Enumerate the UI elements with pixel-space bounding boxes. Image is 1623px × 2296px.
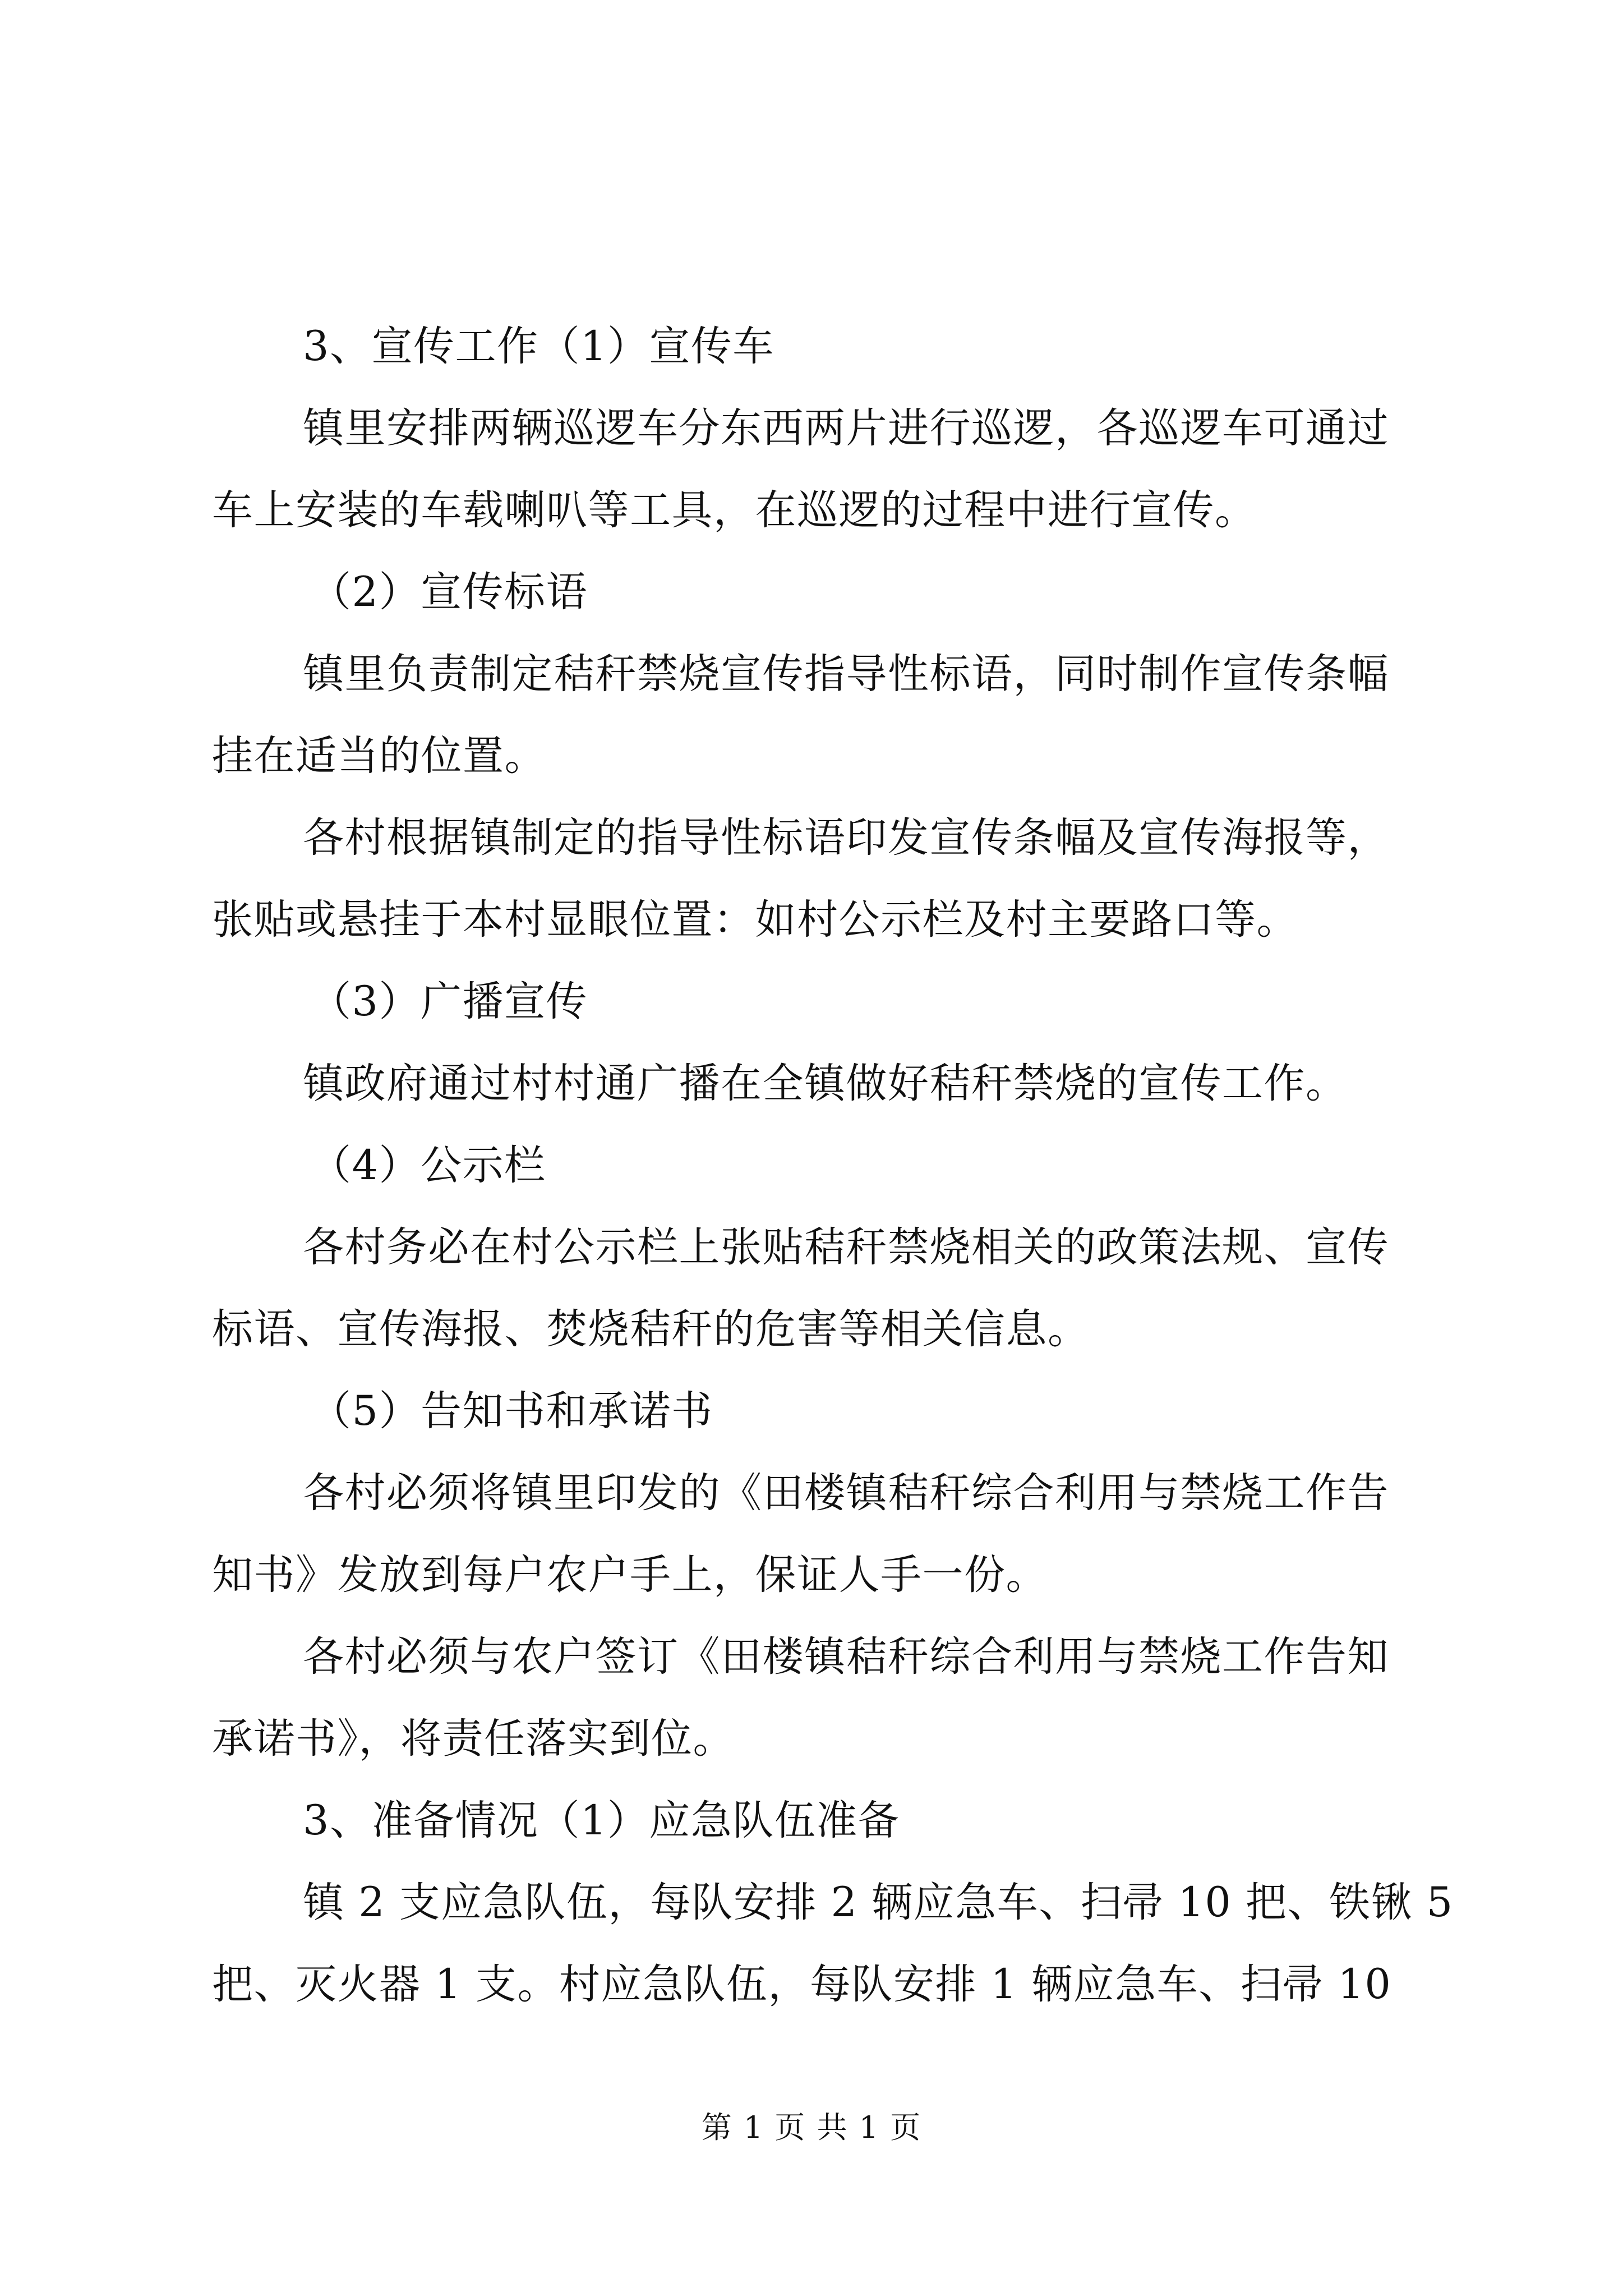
paragraph-line: 镇政府通过村村通广播在全镇做好秸秆禁烧的宣传工作。 [303, 1060, 1348, 1107]
paragraph-line: 各村根据镇制定的指导性标语印发宣传条幅及宣传海报等， [303, 814, 1389, 862]
paragraph-line: 把、灭火器 1 支。村应急队伍，每队安排 1 辆应急车、扫帚 10 [212, 1961, 1392, 2008]
document-body [212, 306, 1454, 2026]
section-heading: 3、准备情况（1）应急队伍准备 [303, 1797, 900, 1844]
paragraph-line: 挂在适当的位置。 [212, 732, 546, 780]
subheading: （3）广播宣传 [310, 978, 588, 1025]
paragraph-line: 镇里安排两辆巡逻车分东西两片进行巡逻，各巡逻车可通过 [303, 404, 1389, 452]
paragraph-line: 知书》发放到每户农户手上，保证人手一份。 [212, 1551, 1048, 1599]
paragraph-line: 承诺书》，将责任落实到位。 [212, 1715, 735, 1763]
page-footer: 第 1 页 共 1 页 [701, 2110, 922, 2145]
paragraph-line: 各村务必在村公示栏上张贴秸秆禁烧相关的政策法规、宣传 [303, 1223, 1389, 1271]
paragraph-line: 张贴或悬挂于本村显眼位置：如村公示栏及村主要路口等。 [212, 896, 1298, 944]
subheading: （4）公示栏 [310, 1142, 546, 1189]
section-heading: 3、宣传工作（1）宣传车 [303, 323, 774, 370]
paragraph-line: 车上安装的车载喇叭等工具，在巡逻的过程中进行宣传。 [212, 486, 1257, 534]
paragraph-line: 镇 2 支应急队伍，每队安排 2 辆应急车、扫帚 10 把、铁锹 5 [303, 1879, 1454, 1926]
paragraph-line: 标语、宣传海报、焚烧秸秆的危害等相关信息。 [212, 1305, 1090, 1353]
paragraph-line: 镇里负责制定秸秆禁烧宣传指导性标语，同时制作宣传条幅 [303, 650, 1389, 698]
subheading: （2）宣传标语 [310, 568, 588, 616]
subheading: （5）告知书和承诺书 [310, 1387, 713, 1435]
paragraph-line: 各村必须与农户签订《田楼镇秸秆综合利用与禁烧工作告知 [303, 1633, 1389, 1681]
paragraph-line: 各村必须将镇里印发的《田楼镇秸秆综合利用与禁烧工作告 [303, 1469, 1389, 1517]
